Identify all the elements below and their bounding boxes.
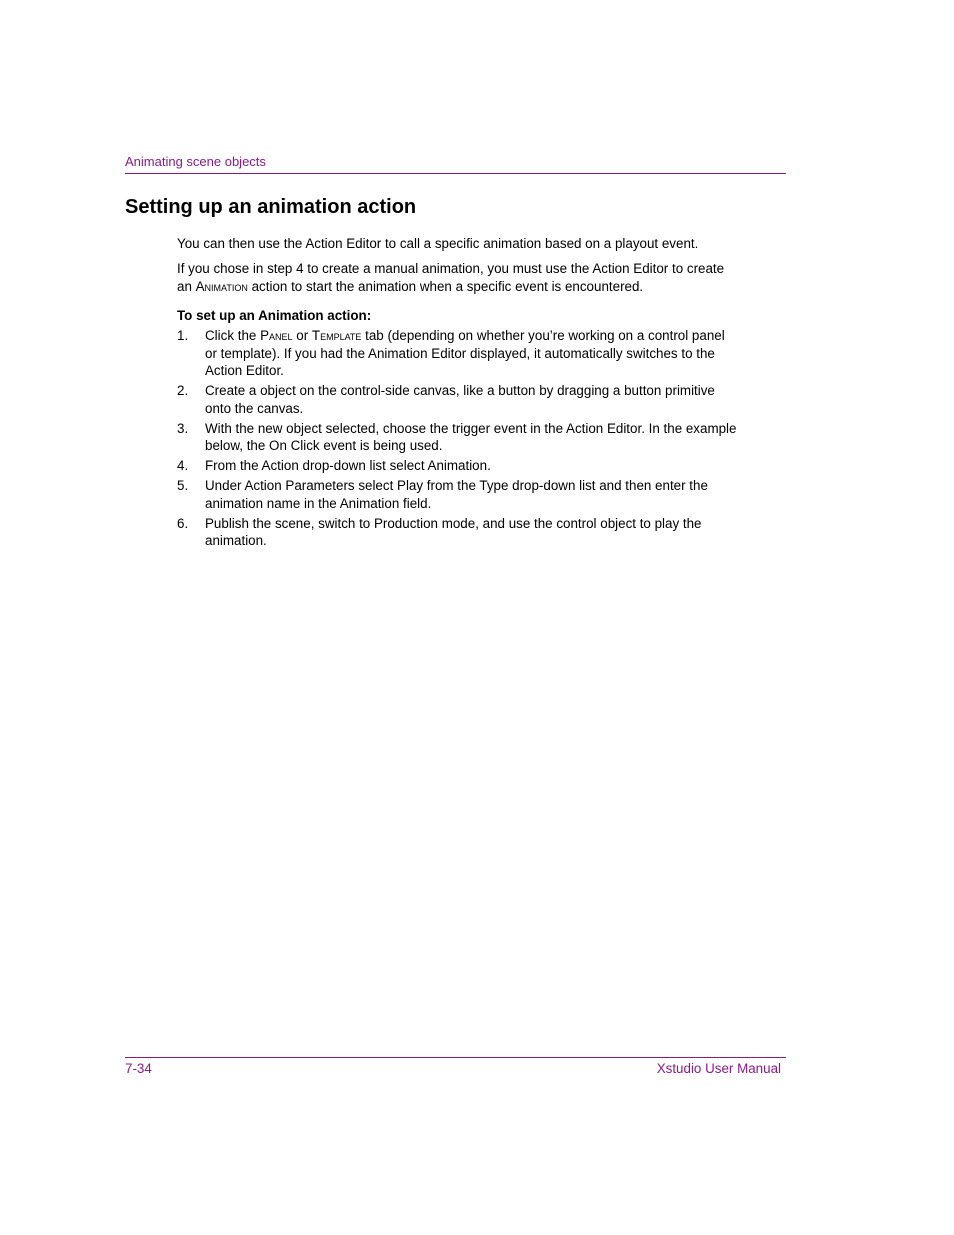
paragraph-text: If you chose in step 4 to create a manual animation, you must use the Action Editor to create an [177,261,725,294]
procedure-title: To set up an Animation action: [177,308,372,323]
page-number: 7-34 [125,1061,152,1076]
step-number: 3. [177,420,189,436]
paragraph-text: action to start the animation when a specific event is encountered. [247,278,644,294]
step-number: 5. [177,478,189,493]
manual-title: Xstudio User Manual [656,1061,781,1076]
procedure-steps [177,327,737,552]
step-number: 2. [177,383,189,398]
step-item [177,477,737,512]
step-text: Publish the scene, switch to Production mode, and use the control object to play the animation. [205,515,702,548]
step-item [177,382,737,417]
step-text: From the Action drop-down list select Animation. [205,458,491,473]
animation-keyword: Animation [195,278,248,294]
step-item [177,515,737,550]
step-text: Create a object on the control-side canvas, like a button by dragging a button primitive onto the canvas. [205,383,715,416]
step-item [177,457,737,475]
intro-paragraph: You can then use the Action Editor to call a specific animation based on a playout event. [177,236,699,251]
page-title: Setting up an animation action [125,196,417,218]
step-item [177,327,737,380]
step-text: or [292,328,312,343]
step-text: With the new object selected, choose the trigger event in the Action Editor. In the example below, the On Click event is being used. [205,420,737,453]
manual-animation-paragraph [177,260,737,295]
step-number: 1. [177,328,189,343]
step-text: tab (depending on whether you’re working on a control panel or template). If you had the Animation Editor displayed, it automatically switches to the Action Editor. [205,328,725,378]
step-text: Under Action Parameters select Play from the Type drop-down list and then enter the animation name in the Animation field. [205,478,708,511]
step-text: Click the [205,328,261,343]
page-footer [125,1057,786,1082]
template-keyword: Template [311,328,362,343]
page-header [125,153,786,174]
step-item [177,420,737,455]
step-number: 6. [177,515,189,531]
step-number: 4. [177,458,189,473]
panel-keyword: Panel [260,328,293,343]
section-title: Animating scene objects [125,154,266,169]
